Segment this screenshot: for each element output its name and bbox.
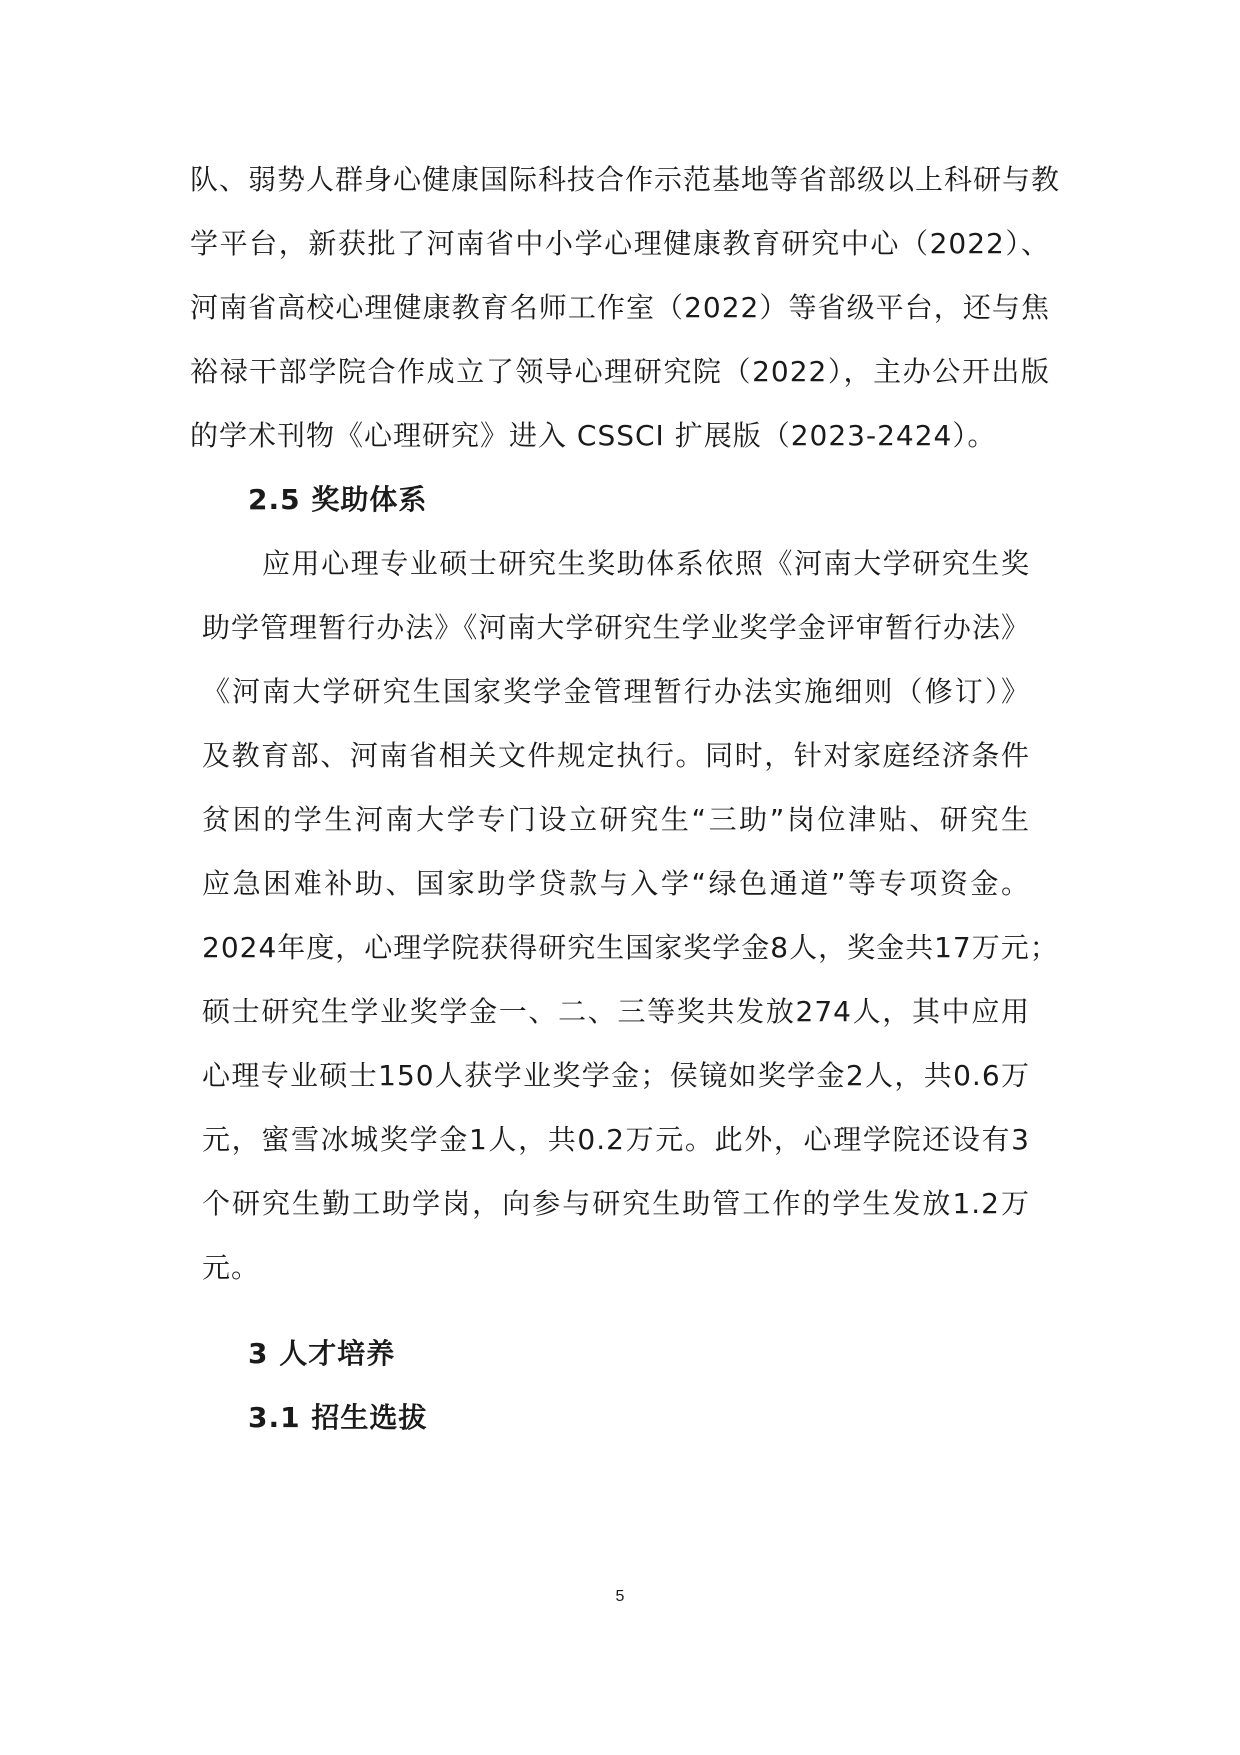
paragraph1-line: 裕禄干部学院合作成立了领导心理研究院（2022），主办公开出版 (190, 355, 1050, 388)
paragraph2-line: 及教育部、河南省相关文件规定执行。同时，针对家庭经济条件 (202, 739, 1030, 772)
paragraph2-line: 贫困的学生河南大学专门设立研究生“三助”岗位津贴、研究生 (202, 803, 1030, 836)
paragraph1-line: 河南省高校心理健康教育名师工作室（2022）等省级平台，还与焦 (190, 291, 1050, 324)
paragraph2-line: 元，蜜雪冰城奖学金1人，共0.2万元。此外，心理学院还设有3 (202, 1123, 1030, 1156)
paragraph2-line: 元。 (202, 1251, 261, 1284)
paragraph1-line: 的学术刊物《心理研究》进入 CSSCI 扩展版（2023-2424）。 (190, 419, 997, 452)
paragraph2-line: 应急困难补助、国家助学贷款与入学“绿色通道”等专项资金。 (202, 867, 1030, 900)
section-heading-2-5: 2.5 奖助体系 (248, 483, 428, 516)
section-heading-3: 3 人才培养 (248, 1337, 396, 1370)
paragraph1-line: 队、弱势人群身心健康国际科技合作示范基地等省部级以上科研与教 (190, 163, 1061, 196)
paragraph2-line: 2024年度，心理学院获得研究生国家奖学金8人，奖金共17万元； (202, 931, 1059, 964)
paragraph2-line: 应用心理专业硕士研究生奖助体系依照《河南大学研究生奖 (262, 547, 1030, 580)
section-heading-3-1: 3.1 招生选拔 (248, 1401, 428, 1434)
paragraph2-line: 《河南大学研究生国家奖学金管理暂行办法实施细则（修订）》 (202, 675, 1030, 708)
paragraph2-line: 心理专业硕士150人获学业奖学金；侯镜如奖学金2人，共0.6万 (202, 1059, 1030, 1092)
page-number: 5 (615, 1588, 625, 1605)
paragraph1-line: 学平台，新获批了河南省中小学心理健康教育研究中心（2022）、 (190, 227, 1050, 260)
paragraph2-line: 个研究生勤工助学岗，向参与研究生助管工作的学生发放1.2万 (202, 1187, 1030, 1220)
paragraph2-line: 助学管理暂行办法》《河南大学研究生学业奖学金评审暂行办法》 (202, 611, 1030, 644)
paragraph2-line: 硕士研究生学业奖学金一、二、三等奖共发放274人，其中应用 (202, 995, 1030, 1028)
